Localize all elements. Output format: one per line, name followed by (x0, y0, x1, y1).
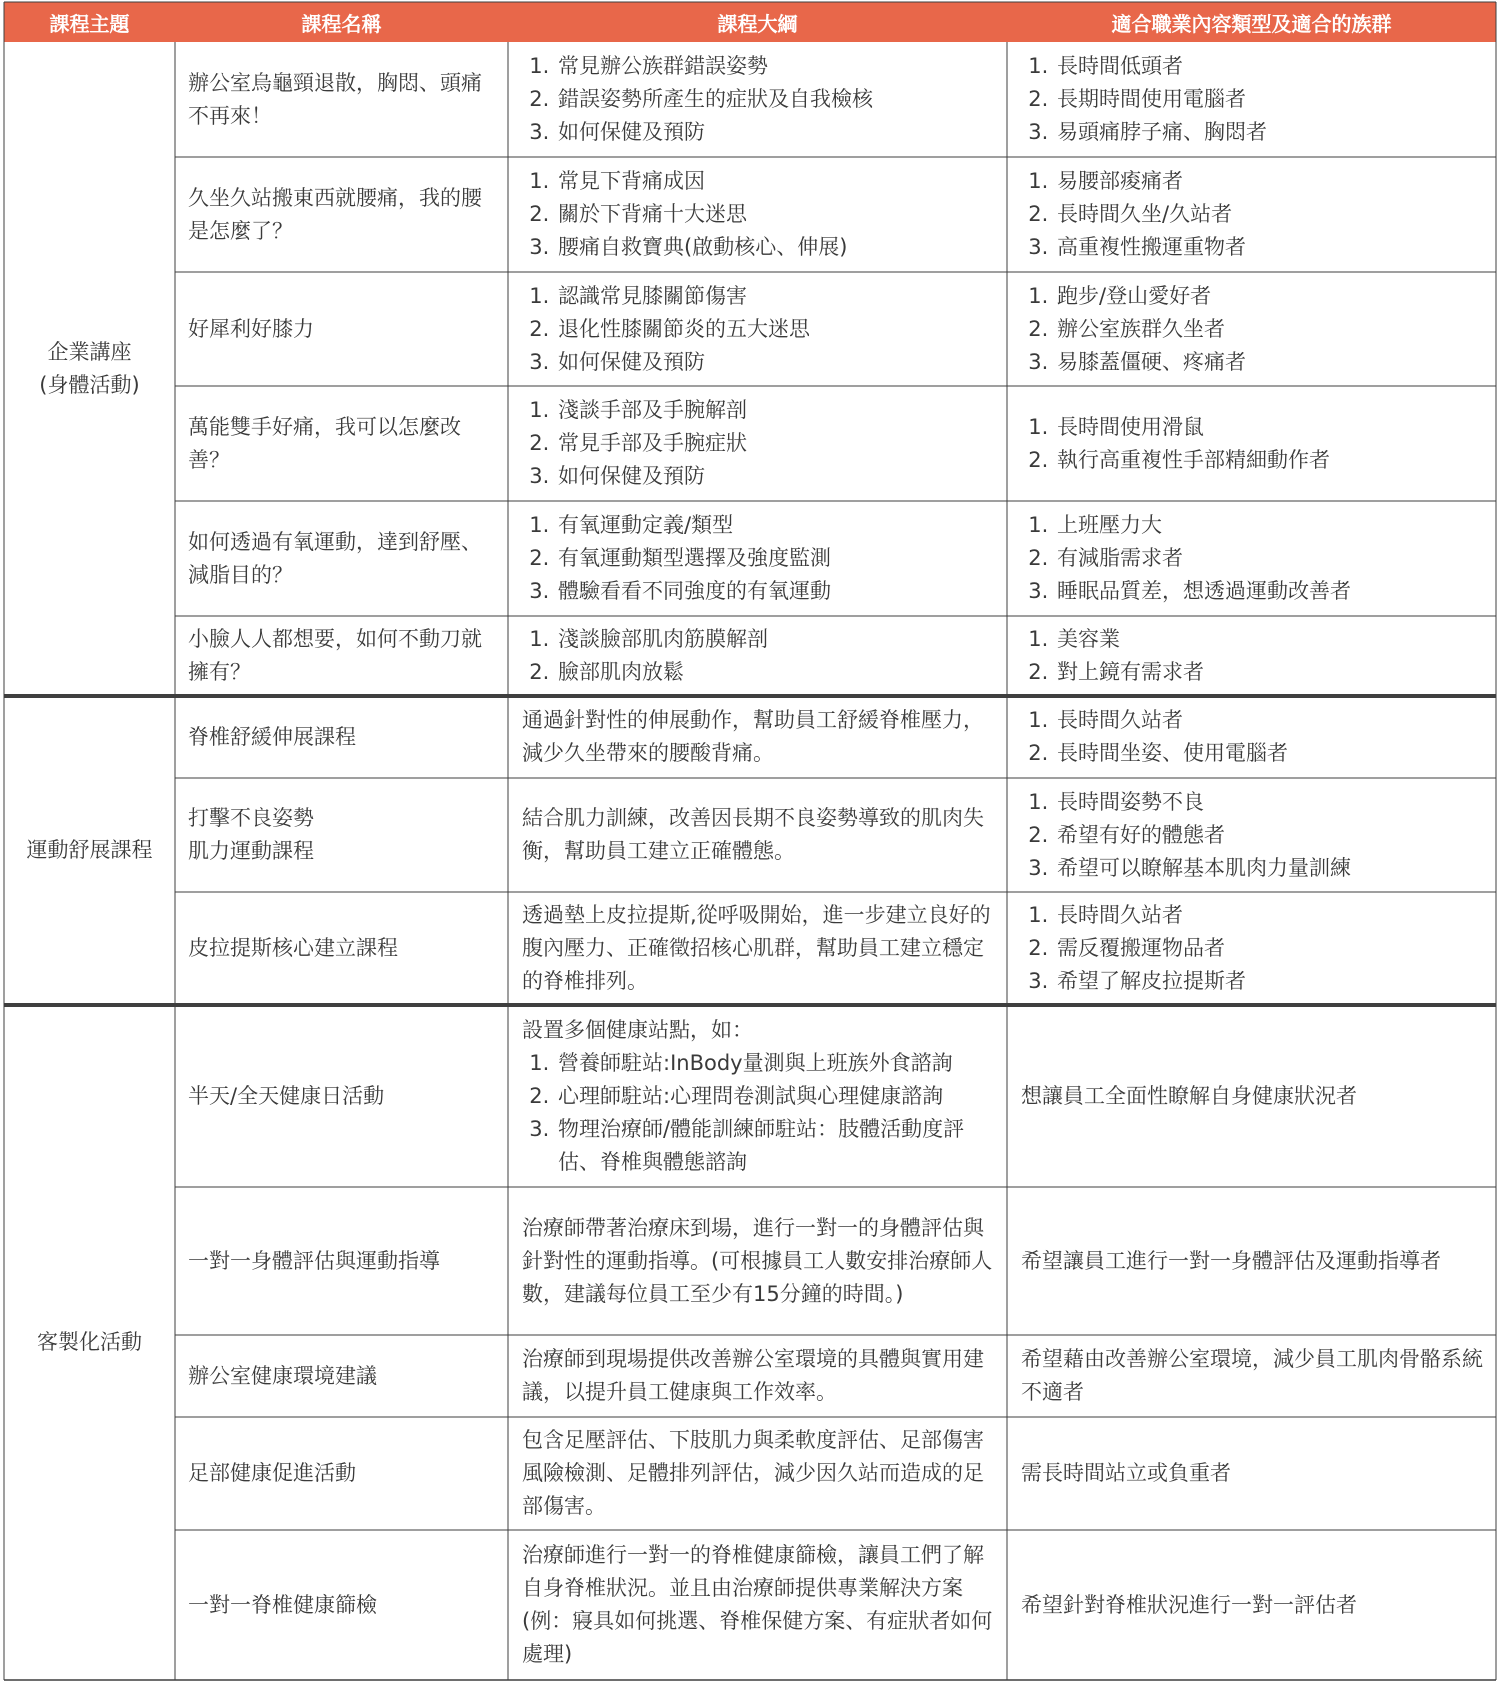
course-name-label: 如何透過有氧運動，達到舒壓、減脂目的？ (188, 529, 482, 587)
numbered-list (1021, 509, 1486, 608)
course-outline (508, 696, 1007, 778)
course-outline (508, 1530, 1007, 1680)
course-name (175, 501, 508, 616)
course-outline (508, 616, 1007, 696)
list-item: 1. 長時間使用滑鼠 (1055, 411, 1486, 444)
numbered-list (1021, 50, 1486, 149)
target-audience (1007, 1005, 1496, 1187)
column-header (175, 2, 508, 42)
list-item: 3. 高重複性搬運重物者 (1055, 231, 1486, 264)
course-outline (508, 1335, 1007, 1417)
course-name (175, 157, 508, 272)
list-item: 3. 希望可以瞭解基本肌肉力量訓練 (1055, 852, 1486, 885)
list-item: 1. 長時間久站者 (1055, 899, 1486, 932)
cell-content (522, 704, 997, 770)
target-audience (1007, 501, 1496, 616)
cell-content (522, 50, 997, 149)
target-audience (1007, 1417, 1496, 1530)
cell-paragraph: 希望藉由改善辦公室環境，減少員工肌肉骨骼系統不適者 (1021, 1347, 1483, 1404)
list-item: 3. 睡眠品質差，想透過運動改善者 (1055, 575, 1486, 608)
cell-content (1021, 50, 1486, 149)
target-audience (1007, 42, 1496, 157)
column-header (1007, 2, 1496, 42)
cell-content (1021, 1343, 1486, 1409)
course-name-label: 萬能雙手好痛，我可以怎麼改善？ (188, 414, 461, 472)
list-item: 3. 體驗看看不同強度的有氧運動 (556, 575, 997, 608)
cell-content (1021, 899, 1486, 998)
list-item: 2. 執行高重複性手部精細動作者 (1055, 444, 1486, 477)
list-item: 2. 辦公室族群久坐者 (1055, 313, 1486, 346)
course-name (175, 272, 508, 386)
course-name (175, 778, 508, 892)
course-outline (508, 1005, 1007, 1187)
list-item: 1. 常見辦公族群錯誤姿勢 (556, 50, 997, 83)
list-item: 2. 長期時間使用電腦者 (1055, 83, 1486, 116)
target-audience (1007, 1335, 1496, 1417)
cell-content (1021, 1457, 1486, 1490)
course-topic-label: 客製化活動 (37, 1330, 142, 1354)
cell-paragraph: 治療師帶著治療床到場，進行一對一的身體評估與針對性的運動指導。(可根據員工人數安排治療師人數，建議每位員工至少有15分鐘的時間。) (522, 1215, 993, 1306)
course-name-label: 辦公室烏龜頸退散，胸悶、頭痛不再來！ (188, 70, 482, 128)
course-topic (4, 1005, 175, 1680)
cell-paragraph: 想讓員工全面性瞭解自身健康狀況者 (1021, 1083, 1357, 1108)
course-topic (4, 42, 175, 696)
list-item: 2. 臉部肌肉放鬆 (556, 656, 997, 689)
numbered-list (1021, 623, 1486, 689)
course-name (175, 1005, 508, 1187)
list-item: 2. 關於下背痛十大迷思 (556, 198, 997, 231)
cell-content (1021, 786, 1486, 885)
course-name (175, 1335, 508, 1417)
course-name-label: 脊椎舒緩伸展課程 (188, 724, 356, 749)
numbered-list (522, 280, 997, 379)
list-item: 2. 希望有好的體態者 (1055, 819, 1486, 852)
cell-paragraph: 治療師進行一對一的脊椎健康篩檢，讓員工們了解自身脊椎狀況。並且由治療師提供專業解決方案 (例：寢具如何挑選、脊椎保健方案、有症狀者如何處理) (522, 1543, 993, 1666)
target-audience (1007, 272, 1496, 386)
cell-content (1021, 411, 1486, 477)
cell-content (522, 802, 997, 868)
course-name (175, 1417, 508, 1530)
column-header (508, 2, 1007, 42)
numbered-list (1021, 411, 1486, 477)
course-topic (4, 696, 175, 1005)
list-item: 3. 腰痛自救寶典(啟動核心、伸展) (556, 231, 997, 264)
course-name (175, 892, 508, 1005)
course-topic-label: 運動舒展課程 (26, 838, 153, 862)
list-item: 2. 錯誤姿勢所產生的症狀及自我檢核 (556, 83, 997, 116)
numbered-list (1021, 280, 1486, 379)
numbered-list (522, 509, 997, 608)
cell-content (1021, 1589, 1486, 1622)
list-item: 3. 如何保健及預防 (556, 346, 997, 379)
cell-paragraph: 透過墊上皮拉提斯,從呼吸開始，進一步建立良好的腹內壓力、正確徵招核心肌群，幫助員工建立穩定的脊椎排列。 (522, 903, 991, 993)
list-item: 3. 如何保健及預防 (556, 460, 997, 493)
cell-content (522, 165, 997, 264)
cell-paragraph: 希望針對脊椎狀況進行一對一評估者 (1021, 1592, 1357, 1617)
column-header-label: 課程名稱 (301, 11, 382, 36)
cell-paragraph: 設置多個健康站點，如： (522, 1017, 753, 1042)
cell-content (1021, 1245, 1486, 1278)
target-audience (1007, 386, 1496, 501)
list-item: 1. 跑步/登山愛好者 (1055, 280, 1486, 313)
numbered-list (1021, 899, 1486, 998)
list-item: 3. 如何保健及預防 (556, 116, 997, 149)
list-item: 1. 上班壓力大 (1055, 509, 1486, 542)
list-item: 3. 易膝蓋僵硬、疼痛者 (1055, 346, 1486, 379)
list-item: 1. 淺談手部及手腕解剖 (556, 394, 997, 427)
list-item: 1. 淺談臉部肌肉筋膜解剖 (556, 623, 997, 656)
course-name-label: 久坐久站搬東西就腰痛，我的腰是怎麼了？ (188, 185, 482, 243)
cell-content (522, 280, 997, 379)
course-name-label: 好犀利好膝力 (188, 316, 314, 341)
list-item: 1. 長時間久站者 (1055, 704, 1486, 737)
target-audience (1007, 778, 1496, 892)
course-name (175, 386, 508, 501)
cell-paragraph: 通過針對性的伸展動作，幫助員工舒緩脊椎壓力，減少久坐帶來的腰酸背痛。 (522, 708, 984, 765)
list-item: 1. 營養師駐站:InBody量測與上班族外食諮詢 (556, 1047, 997, 1080)
course-name (175, 616, 508, 696)
target-audience (1007, 616, 1496, 696)
target-audience (1007, 696, 1496, 778)
list-item: 2. 需反覆搬運物品者 (1055, 932, 1486, 965)
course-name (175, 42, 508, 157)
numbered-list (522, 623, 997, 689)
target-audience (1007, 892, 1496, 1005)
course-name-label: 足部健康促進活動 (188, 1461, 356, 1485)
list-item: 3. 易頭痛脖子痛、胸悶者 (1055, 116, 1486, 149)
course-outline (508, 1417, 1007, 1530)
course-outline (508, 501, 1007, 616)
cell-paragraph: 治療師到現場提供改善辦公室環境的具體與實用建議，以提升員工健康與工作效率。 (522, 1347, 984, 1404)
list-item: 1. 常見下背痛成因 (556, 165, 997, 198)
cell-content (1021, 280, 1486, 379)
list-item: 2. 有減脂需求者 (1055, 542, 1486, 575)
cell-content (522, 1014, 997, 1179)
cell-paragraph: 結合肌力訓練，改善因長期不良姿勢導致的肌肉失衡，幫助員工建立正確體態。 (522, 806, 984, 863)
list-item: 2. 心理師駐站:心理問卷測試與心理健康諮詢 (556, 1080, 997, 1113)
course-name (175, 1530, 508, 1680)
cell-paragraph: 包含足壓評估、下肢肌力與柔軟度評估、足部傷害風險檢測、足體排列評估，減少因久站而造成的足部傷害。 (522, 1428, 984, 1518)
column-header-label: 課程主題 (49, 11, 130, 36)
course-outline (508, 157, 1007, 272)
course-outline (508, 1187, 1007, 1335)
cell-content (1021, 623, 1486, 689)
cell-content (522, 623, 997, 689)
numbered-list (1021, 786, 1486, 885)
list-item: 2. 有氧運動類型選擇及強度監測 (556, 542, 997, 575)
numbered-list (522, 50, 997, 149)
numbered-list (522, 165, 997, 264)
numbered-list (1021, 704, 1486, 770)
cell-content (522, 899, 997, 998)
course-topic-label: 企業講座 (身體活動) (39, 340, 140, 397)
list-item: 2. 退化性膝關節炎的五大迷思 (556, 313, 997, 346)
course-name-label: 辦公室健康環境建議 (188, 1363, 377, 1388)
column-header (4, 2, 175, 42)
target-audience (1007, 1187, 1496, 1335)
cell-content (522, 394, 997, 493)
cell-content (1021, 509, 1486, 608)
course-name-label: 一對一脊椎健康篩檢 (188, 1592, 377, 1617)
cell-content (1021, 165, 1486, 264)
target-audience (1007, 157, 1496, 272)
cell-content (1021, 704, 1486, 770)
course-name-label: 小臉人人都想要，如何不動刀就擁有？ (188, 627, 482, 684)
column-header-label: 適合職業內容類型及適合的族群 (1111, 11, 1392, 36)
column-header-label: 課程大綱 (717, 11, 798, 36)
numbered-list (522, 1047, 997, 1179)
course-name (175, 1187, 508, 1335)
course-outline (508, 778, 1007, 892)
target-audience (1007, 1530, 1496, 1680)
list-item: 1. 長時間低頭者 (1055, 50, 1486, 83)
list-item: 1. 美容業 (1055, 623, 1486, 656)
list-item: 2. 常見手部及手腕症狀 (556, 427, 997, 460)
list-item: 1. 認識常見膝關節傷害 (556, 280, 997, 313)
list-item: 3. 希望了解皮拉提斯者 (1055, 965, 1486, 998)
course-name-label: 一對一身體評估與運動指導 (188, 1248, 440, 1273)
course-name-label: 打擊不良姿勢 肌力運動課程 (188, 806, 314, 863)
numbered-list (522, 394, 997, 493)
course-outline (508, 892, 1007, 1005)
course-name (175, 696, 508, 778)
cell-content (522, 509, 997, 608)
cell-paragraph: 需長時間站立或負重者 (1021, 1461, 1231, 1485)
course-outline (508, 386, 1007, 501)
cell-content (522, 1343, 997, 1409)
cell-content (522, 1539, 997, 1671)
list-item: 2. 長時間久坐/久站者 (1055, 198, 1486, 231)
course-name-label: 皮拉提斯核心建立課程 (188, 936, 398, 960)
cell-content (522, 1424, 997, 1523)
course-outline (508, 272, 1007, 386)
list-item: 1. 有氧運動定義/類型 (556, 509, 997, 542)
list-item: 2. 對上鏡有需求者 (1055, 656, 1486, 689)
course-name-label: 半天/全天健康日活動 (188, 1083, 385, 1108)
course-outline (508, 42, 1007, 157)
list-item: 2. 長時間坐姿、使用電腦者 (1055, 737, 1486, 770)
cell-paragraph: 希望讓員工進行一對一身體評估及運動指導者 (1021, 1248, 1441, 1273)
cell-content (1021, 1080, 1486, 1113)
list-item: 3. 物理治療師/體能訓練師駐站：肢體活動度評估、脊椎與體態諮詢 (556, 1113, 997, 1179)
list-item: 1. 易腰部痠痛者 (1055, 165, 1486, 198)
list-item: 1. 長時間姿勢不良 (1055, 786, 1486, 819)
cell-content (522, 1212, 997, 1311)
numbered-list (1021, 165, 1486, 264)
